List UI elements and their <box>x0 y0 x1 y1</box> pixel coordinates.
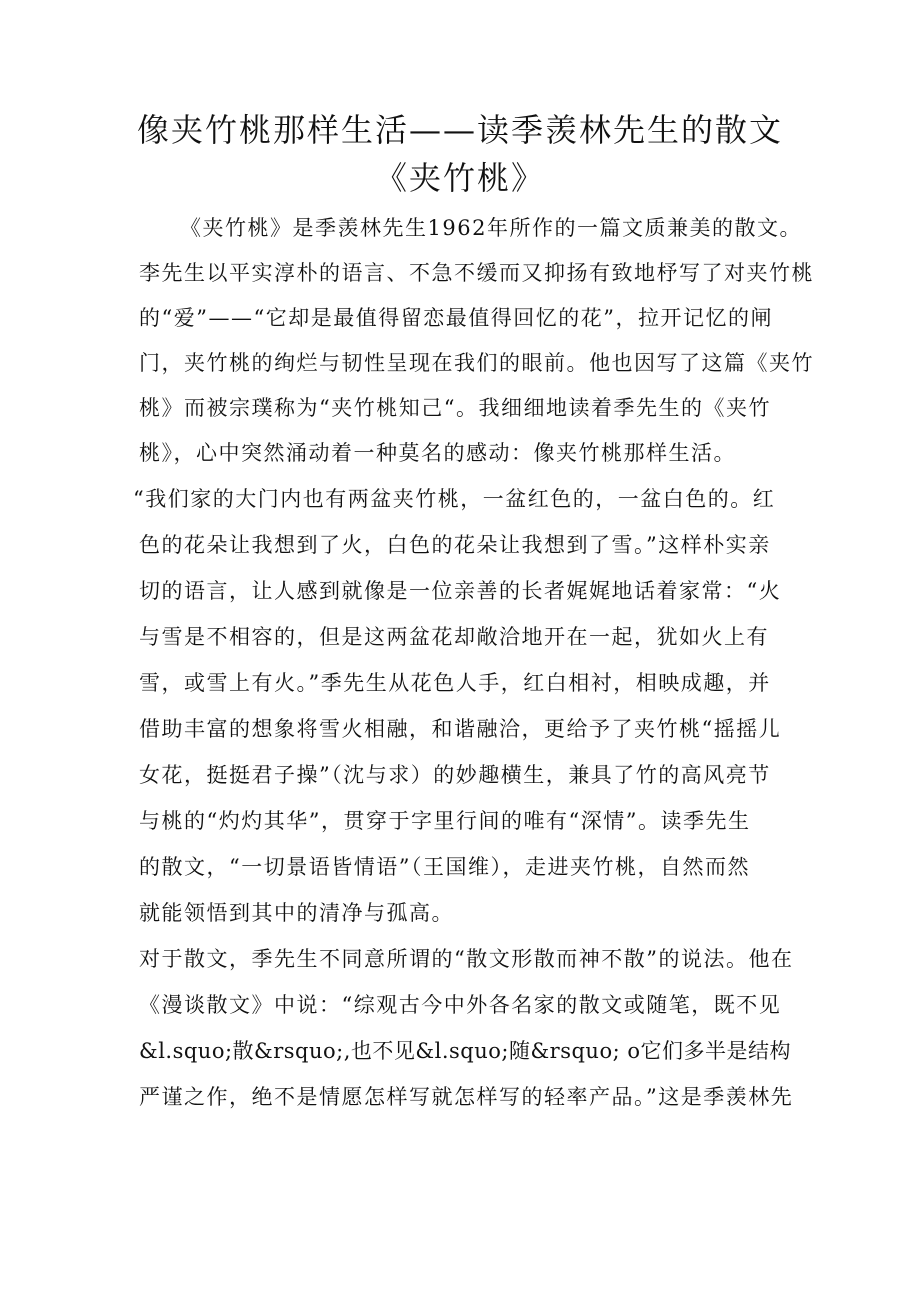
body-line: 《漫谈散文》中说：“综观古今中外各名家的散文或随笔，既不见 <box>139 993 782 1017</box>
body-line: 桃》而被宗璞称为“夹竹桃知己“。我细细地读着季先生的《夹竹 <box>139 396 771 420</box>
body-line: 与雪是不相容的，但是这两盆花却敞洽地开在一起，犹如火上有 <box>139 625 769 649</box>
body-line: 的散文，“一切景语皆情语”（王国维），走进夹竹桃，自然而然 <box>139 855 750 879</box>
body-line: 就能领悟到其中的清净与孤高。 <box>139 901 454 925</box>
body-line: 《夹竹桃》是季羡林先生1962年所作的一篇文质兼美的散文。 <box>180 216 802 240</box>
body-line: 李先生以平实淳朴的语言、不急不缓而又抑扬有致地杼写了对夹竹桃 <box>139 261 814 285</box>
body-line: 桃》，心中突然涌动着一种莫名的感动：像夹竹桃那样生活。 <box>139 441 736 465</box>
body-line: &l.squo;散&rsquo;,也不见&l.squo;随&rsquo; o它们多半是结构 <box>139 1039 791 1063</box>
body-line: 与桃的“灼灼其华”，贯穿于字里行间的唯有“深情”。读季先生 <box>139 809 751 833</box>
body-line: 雪，或雪上有火。”季先生从花色人手，红白相衬，相映成趣，并 <box>139 671 771 695</box>
body-line: 借助丰富的想象将雪火相融，和谐融洽，更给予了夹竹桃“摇摇儿 <box>139 717 782 741</box>
body-line: 对于散文，季先生不同意所谓的“散文形散而神不散”的说法。他在 <box>139 947 794 971</box>
body-line: 色的花朵让我想到了火，白色的花朵让我想到了雪。”这样朴实亲 <box>139 533 771 557</box>
body-line: 门，夹竹桃的绚烂与韧性呈现在我们的眼前。他也因写了这篇《夹竹 <box>139 351 814 375</box>
body-line: 切的语言，让人感到就像是一位亲善的长者娓娓地话着家常：“火 <box>139 579 782 603</box>
article-title: 像夹竹桃那样生活——读季羡林先生的散文《夹竹桃》 <box>136 111 783 197</box>
body-line: 的“爱”——“它却是最值得留恋最值得回忆的花”，拉开记忆的闸 <box>139 306 773 330</box>
body-line: 严谨之作，绝不是情愿怎样写就怎样写的轻率产品。”这是季羡林先 <box>139 1085 794 1109</box>
body-line: “我们家的大门内也有两盆夹竹桃，一盆红色的，一盆白色的。红 <box>133 487 776 511</box>
body-line: 女花，挺挺君子操”（沈与求）的妙趣横生，兼具了竹的高风亮节 <box>139 763 771 787</box>
